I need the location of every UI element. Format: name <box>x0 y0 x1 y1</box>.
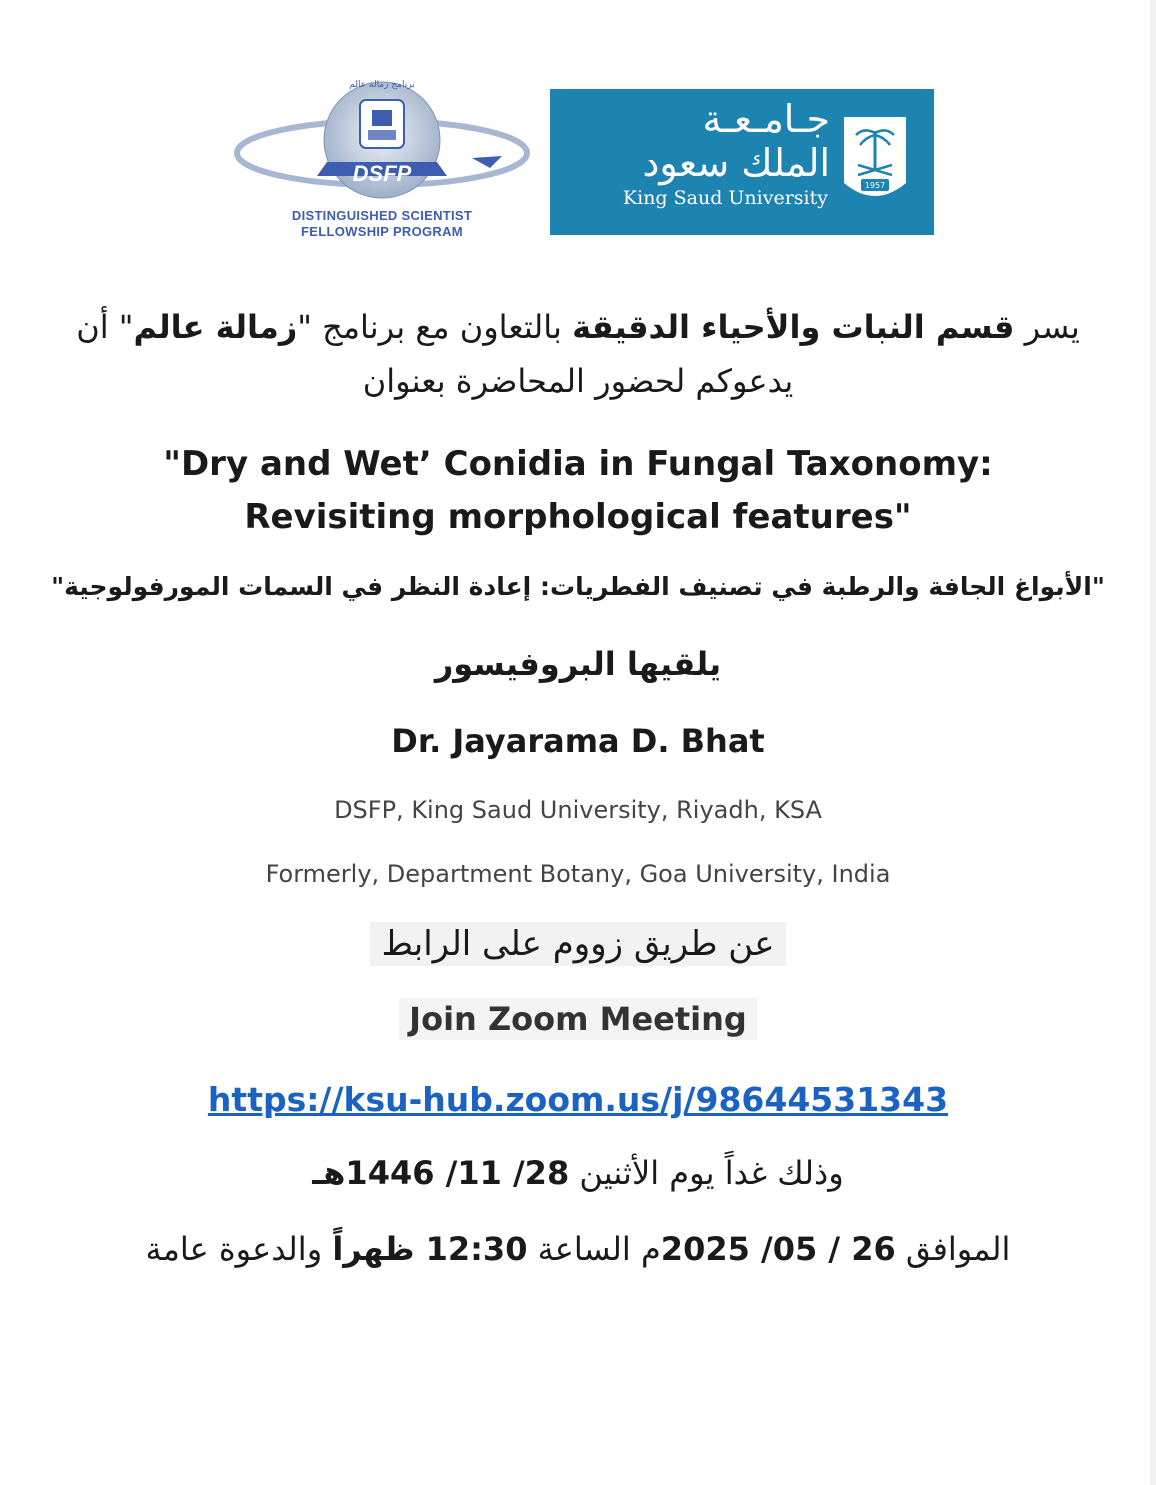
lecture-title-en-1: "Dry and Wet’ Conidia in Fungal Taxonomy: <box>163 444 993 484</box>
ksu-palm-emblem-icon <box>840 113 910 209</box>
zoom-meeting-link[interactable]: https://ksu-hub.zoom.us/j/98644531343 <box>207 1080 949 1119</box>
speaker-affiliation-1: DSFP, King Saud University, Riyadh, KSA <box>334 796 822 824</box>
lecture-title-en-2: Revisiting morphological features" <box>244 497 912 537</box>
join-zoom-label: Join Zoom Meeting <box>399 998 757 1040</box>
ksu-arabic-line-1: جـامـعـة <box>702 97 830 141</box>
dsfp-globe-icon <box>232 78 532 208</box>
dsfp-logo <box>232 78 532 243</box>
ksu-year: 1957 <box>864 181 886 190</box>
lecture-title-ar: "الأبواغ الجافة والرطبة في تصنيف الفطريات: إعادة النظر في السمات المورفولوجية" <box>51 572 1105 601</box>
zoom-link-row <box>0 1080 1156 1119</box>
greg-suffix: والدعوة عامة <box>145 1230 333 1268</box>
intro-line-2: يدعوكم لحضور المحاضرة بعنوان <box>362 362 794 400</box>
date-gregorian-line <box>0 1230 1156 1268</box>
intro-text-e: " أن <box>76 308 134 346</box>
intro-text-a: يسر <box>1014 308 1080 346</box>
presenter-label: يلقيها البروفيسور <box>434 645 722 683</box>
dsfp-caption <box>232 208 532 240</box>
speaker-name: Dr. Jayarama D. Bhat <box>391 722 765 760</box>
zoom-arabic-label: عن طريق زووم على الرابط <box>370 922 787 966</box>
hijri-date: 28/ 11/ 1446هـ <box>312 1154 570 1192</box>
event-time: 12:30 ظهراً <box>332 1230 528 1268</box>
intro-department: قسم النبات والأحياء الدقيقة <box>572 308 1015 346</box>
dsfp-abbr: DSFP <box>352 161 412 186</box>
greg-mid: م الساعة <box>527 1230 661 1268</box>
ksu-english-name: King Saud University <box>622 187 828 209</box>
ksu-arabic-line-2: الملك سعود <box>642 141 830 185</box>
zoom-arabic-row <box>0 922 1156 966</box>
speaker-affiliation-2: Formerly, Department Botany, Goa University, India <box>265 860 891 888</box>
zoom-join-row <box>0 998 1156 1040</box>
intro-text-c: بالتعاون مع برنامج " <box>297 308 573 346</box>
dsfp-arabic-arc: برنامج زمالة عالم <box>349 80 415 90</box>
hijri-prefix: وذلك غداً يوم الأثنين <box>569 1154 844 1192</box>
greg-prefix: الموافق <box>895 1230 1011 1268</box>
intro-line-1 <box>0 308 1156 346</box>
greg-date: 26 / 05/ 2025 <box>660 1230 896 1268</box>
date-hijri-line <box>0 1154 1156 1192</box>
dsfp-name-line-2: FELLOWSHIP PROGRAM <box>301 224 463 239</box>
dsfp-name-line-1: DISTINGUISHED SCIENTIST <box>291 208 473 223</box>
intro-program: زمالة عالم <box>133 308 298 346</box>
ksu-logo <box>550 89 934 235</box>
